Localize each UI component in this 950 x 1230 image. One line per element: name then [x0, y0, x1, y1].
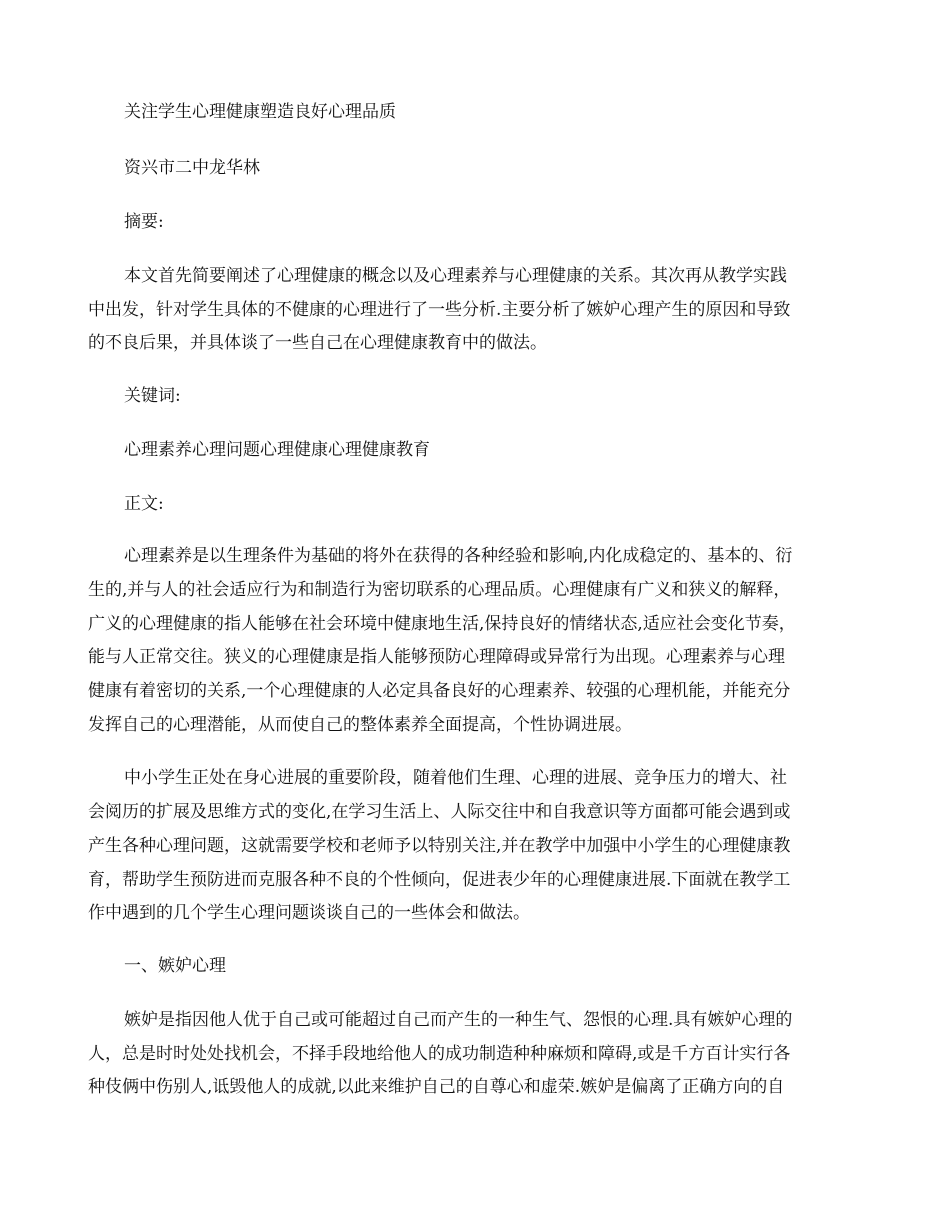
paragraph-line: 健康有着密切的关系,一个心理健康的人必定具备良好的心理素养、较强的心理机能，并能充分: [88, 681, 791, 701]
paragraph-line: 能与人正常交往。狭义的心理健康是指人能够预防心理障碍或异常行为出现。心理素养与心理: [88, 647, 785, 667]
paragraph-line: 种伎俩中伤别人,诋毁他人的成就,以此来维护自己的自尊心和虚荣.嫉妒是偏离了正确方向的自: [88, 1077, 785, 1097]
paragraph-line: 发挥自己的心理潜能，从而使自己的整体素养全面提高，个性协调进展。: [88, 715, 632, 735]
paragraph-line: 作中遇到的几个学生心理问题谈谈自己的一些体会和做法。: [88, 903, 530, 923]
paragraph-line: 生的,并与人的社会适应行为和制造行为密切联系的心理品质。心理健康有广义和狭义的解释，: [88, 580, 791, 600]
paragraph-line: 中小学生正处在身心进展的重要阶段，随着他们生理、心理的进展、竞争压力的增大、社: [124, 768, 787, 788]
abstract-heading: 摘要:: [124, 212, 164, 232]
paragraph-line: 广义的心理健康的指人能够在社会环境中健康地生活,保持良好的情绪状态,适应社会变化节奏，: [88, 614, 796, 634]
abstract-line: 本文首先简要阐述了心理健康的概念以及心理素养与心理健康的关系。其次再从教学实践: [124, 266, 787, 286]
paragraph-line: 会阅历的扩展及思维方式的变化,在学习生活上、人际交往中和自我意识等方面都可能会遇到或: [88, 802, 791, 822]
paragraph-line: 心理素养是以生理条件为基础的将外在获得的各种经验和影响,内化成稳定的、基本的、衍: [124, 546, 793, 566]
keywords-text: 心理素养心理问题心理健康心理健康教育: [124, 440, 430, 460]
keywords-heading: 关键词:: [124, 386, 181, 406]
paragraph-line: 嫉妒是指因他人优于自己或可能超过自己而产生的一种生气、怨恨的心理.具有嫉妒心理的: [124, 1010, 793, 1030]
document-title: 关注学生心理健康塑造良好心理品质: [124, 102, 396, 122]
abstract-line: 的不良后果，并具体谈了一些自己在心理健康教育中的做法。: [88, 333, 547, 353]
section-heading: 一、嫉妒心理: [124, 956, 226, 976]
abstract-line: 中出发，针对学生具体的不健康的心理进行了一些分析.主要分析了嫉妒心理产生的原因和导致: [88, 300, 791, 320]
body-heading: 正文:: [124, 494, 164, 514]
paragraph-line: 人，总是时时处处找机会，不择手段地给他人的成功制造种种麻烦和障碍,或是千方百计实行各: [88, 1044, 791, 1064]
author-line: 资兴市二中龙华林: [124, 158, 260, 178]
paragraph-line: 育，帮助学生预防进而克服各种不良的个性倾向，促进表少年的心理健康进展.下面就在教学工: [88, 870, 791, 890]
paragraph-line: 产生各种心理问题，这就需要学校和老师予以特别关注,并在教学中加强中小学生的心理健康教: [88, 836, 791, 856]
